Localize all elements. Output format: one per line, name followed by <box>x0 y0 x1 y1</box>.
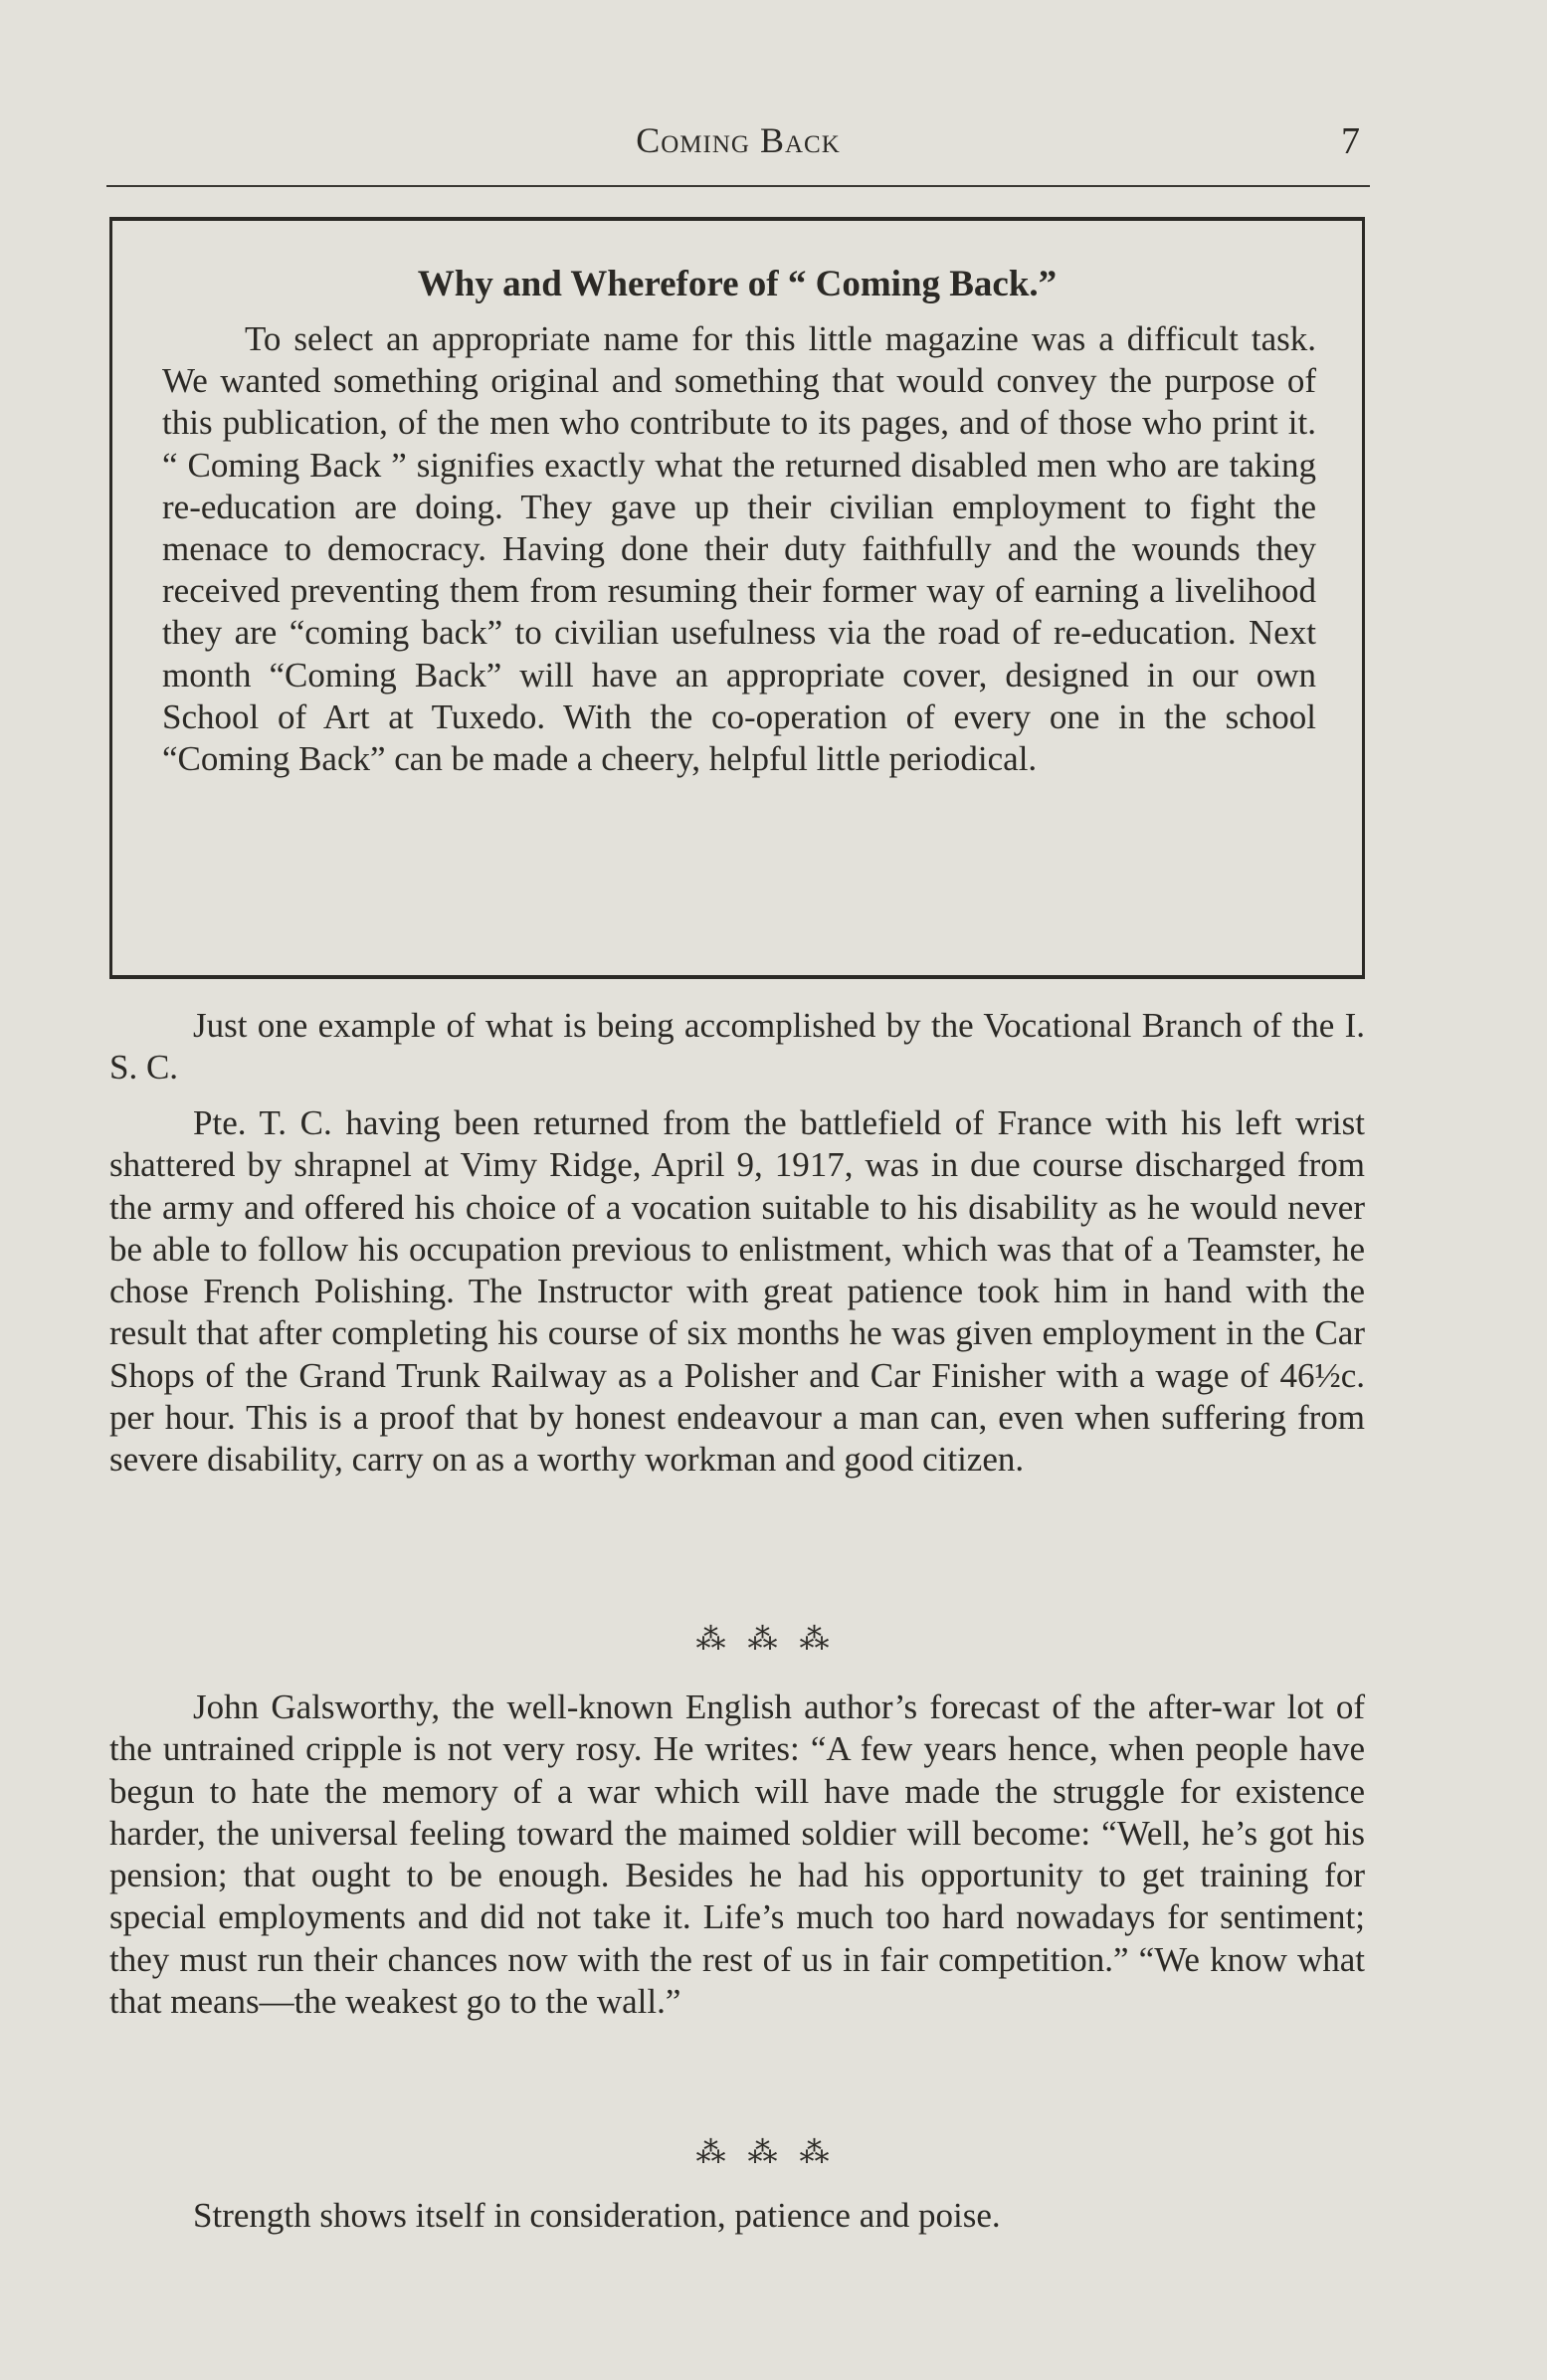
paragraph-galsworthy: John Galsworthy, the well-known English author’s forecast of the after-war lot of the untrained cripple is not very rosy. He writes: “A few years hence, when people have begun to hate the memory of a war which will have made the struggle for existence harder, the universal feeling toward the maimed soldier will become: “Well, he’s got his pension; that ought to be enough. Besides he had his opportunity to get training for special employments and did not take it. Life’s much too hard nowadays for sentiment; they must run their chances now with the rest of us in fair competition.” “We know what that means—the weakest go to the wall.” <box>109 1687 1365 2022</box>
asterism-separator: ⁂⁂⁂ <box>695 1623 852 1656</box>
paragraph-strength: Strength shows itself in consideration, patience and poise. <box>193 2196 1001 2235</box>
box-article-title: Why and Wherefore of “ Coming Back.” <box>417 264 1058 304</box>
box-article-body: To select an appropriate name for this little magazine was a difficult task. We wanted something original and something that would convey the purpose of this publication, of the men who contribute to its pages, and of those who print it. “ Coming Back ” signifies exactly what the returned disabled men who are taking re-education are doing. They gave up their civilian employment to fight the menace to democracy. Having done their duty faithfully and the wounds they received preventing them from resuming their former way of earning a livelihood they are “coming back” to civilian usefulness via the road of re-education. Next month “Coming Back” will have an appropriate cover, designed in our own School of Art at Tuxedo. With the co-operation of every one in the school “Coming Back” can be made a cheery, helpful little periodical. <box>162 319 1316 779</box>
asterism-separator: ⁂⁂⁂ <box>695 2136 852 2169</box>
running-head <box>106 119 1370 179</box>
running-title: Coming Back <box>636 120 841 160</box>
paragraph-vocational-branch: Just one example of what is being accomplished by the Vocational Branch of the I. S. C. <box>109 1006 1365 1088</box>
header-rule <box>106 185 1370 187</box>
paragraph-pte-tc: Pte. T. C. having been returned from the battlefield of France with his left wrist shattered by shrapnel at Vimy Ridge, April 9, 1917, was in due course discharged from the army and offered his choice of a vocation suitable to his disability as he would never be able to follow his occupation previous to enlistment, which was that of a Teamster, he chose French Polishing. The Instructor with great patience took him in hand with the result that after completing his course of six months he was given employment in the Car Shops of the Grand Trunk Railway as a Polisher and Car Finisher with a wage of 46½c. per hour. This is a proof that by honest endeavour a man can, even when suffering from severe disability, carry on as a worthy workman and good citizen. <box>109 1103 1365 1480</box>
boxed-article <box>109 217 1365 979</box>
page-number: 7 <box>1341 120 1360 162</box>
